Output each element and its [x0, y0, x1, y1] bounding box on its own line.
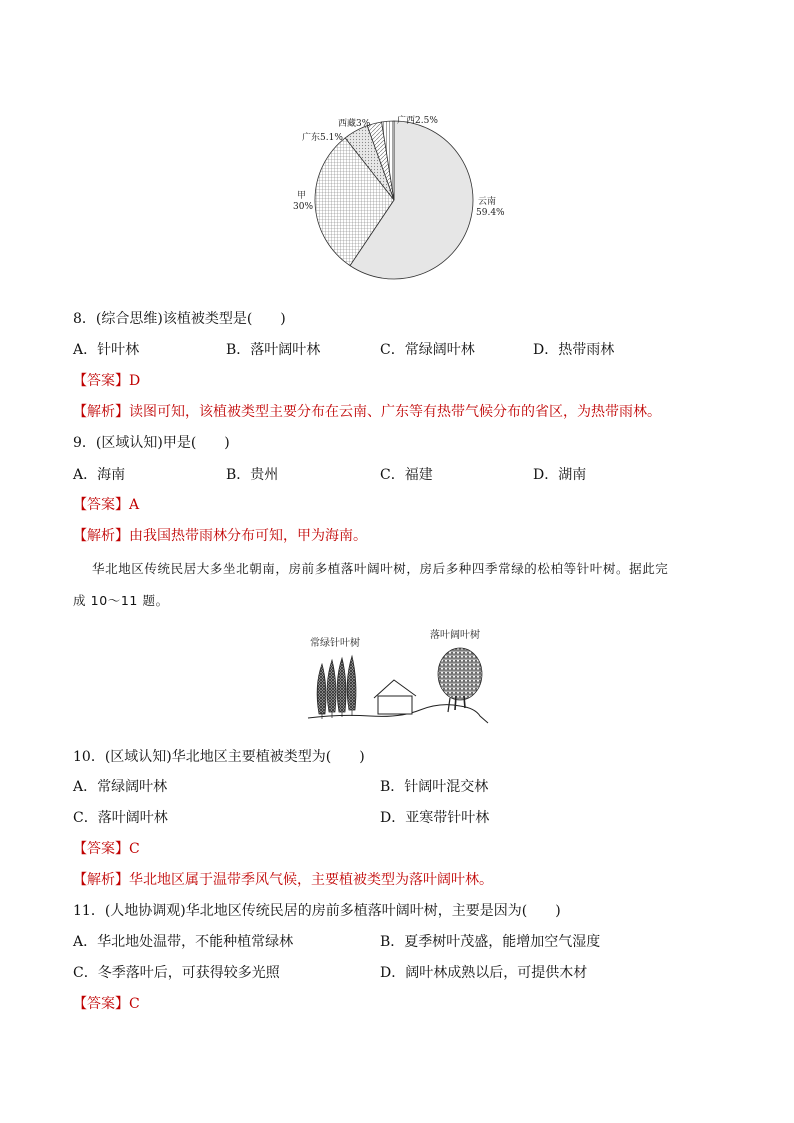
pie-label-jia-value: 30% — [293, 202, 314, 212]
q9-option-a[interactable]: A．海南 — [73, 467, 126, 483]
explain-tag: 【解析】 — [73, 528, 129, 544]
explain-text: 读图可知，该植被类型主要分布在云南、广东等有热带气候分布的省区，为热带雨林。 — [129, 404, 661, 420]
answer-value: C — [129, 996, 140, 1012]
q9-answer — [73, 496, 139, 514]
q10-answer — [73, 840, 140, 858]
q8-explanation — [73, 403, 661, 421]
answer-tag: 【答案】 — [73, 497, 129, 513]
q9-option-d[interactable]: D．湖南 — [533, 467, 587, 483]
passage-line-2: 成 10～11 题。 — [73, 593, 169, 608]
explain-tag: 【解析】 — [73, 404, 129, 420]
q11-answer — [73, 995, 140, 1013]
q10-option-d[interactable]: D．亚寒带针叶林 — [380, 810, 490, 826]
label-deciduous-broadleaf: 落叶阔叶树 — [430, 630, 480, 641]
q10-option-b[interactable]: B．针阔叶混交林 — [380, 779, 489, 795]
pie-label-guangdong: 广东5.1% — [302, 133, 343, 143]
q11-option-b[interactable]: B．夏季树叶茂盛，能增加空气湿度 — [380, 934, 601, 950]
q11-option-a[interactable]: A．华北地处温带，不能种植常绿林 — [73, 934, 294, 950]
q10-option-a[interactable]: A．常绿阔叶林 — [73, 779, 168, 795]
q9-explanation — [73, 527, 367, 545]
deciduous-trees — [438, 648, 482, 712]
q8-option-c[interactable]: C．常绿阔叶林 — [380, 342, 475, 358]
answer-value: D — [129, 373, 141, 389]
q8-stem: 8．(综合思维)该植被类型是( ) — [73, 311, 286, 327]
pie-chart — [280, 108, 530, 288]
house-trees-figure — [300, 626, 500, 726]
answer-value: C — [129, 841, 140, 857]
q11-stem: 11．(人地协调观)华北地区传统民居的房前多植落叶阔叶树，主要是因为( ) — [73, 903, 561, 919]
explain-text: 华北地区属于温带季风气候，主要植被类型为落叶阔叶林。 — [129, 872, 493, 888]
answer-value: A — [129, 497, 140, 513]
q9-stem: 9．(区域认知)甲是( ) — [73, 435, 230, 451]
pie-label-yunnan-value: 59.4% — [476, 208, 505, 218]
conifer-trees — [317, 656, 356, 719]
label-evergreen-conifer: 常绿针叶树 — [310, 638, 360, 649]
explain-text: 由我国热带雨林分布可知，甲为海南。 — [129, 528, 367, 544]
passage-line-1: 华北地区传统民居大多坐北朝南，房前多植落叶阔叶树，房后多种四季常绿的松柏等针叶树。据此完 — [92, 561, 669, 576]
q8-option-b[interactable]: B．落叶阔叶林 — [226, 342, 321, 358]
q8-answer — [73, 372, 140, 390]
pie-label-jia-name: 甲 — [297, 191, 307, 201]
answer-tag: 【答案】 — [73, 996, 129, 1012]
pie-label-yunnan-name: 云南 — [478, 197, 497, 207]
q8-option-a[interactable]: A．针叶林 — [73, 342, 140, 358]
answer-tag: 【答案】 — [73, 841, 129, 857]
q11-option-c[interactable]: C．冬季落叶后，可获得较多光照 — [73, 965, 280, 981]
q8-option-d[interactable]: D．热带雨林 — [533, 342, 615, 358]
q10-option-c[interactable]: C．落叶阔叶林 — [73, 810, 168, 826]
q11-option-d[interactable]: D．阔叶林成熟以后，可提供木材 — [380, 965, 588, 981]
house — [374, 680, 416, 714]
pie-label-xizang: 西藏3% — [338, 119, 371, 129]
pie-label-guangxi: 广西2.5% — [397, 116, 438, 126]
q9-option-c[interactable]: C．福建 — [380, 467, 433, 483]
q9-option-b[interactable]: B．贵州 — [226, 467, 279, 483]
answer-tag: 【答案】 — [73, 373, 129, 389]
q10-stem: 10．(区域认知)华北地区主要植被类型为( ) — [73, 749, 365, 765]
explain-tag: 【解析】 — [73, 872, 129, 888]
q10-explanation — [73, 871, 493, 889]
